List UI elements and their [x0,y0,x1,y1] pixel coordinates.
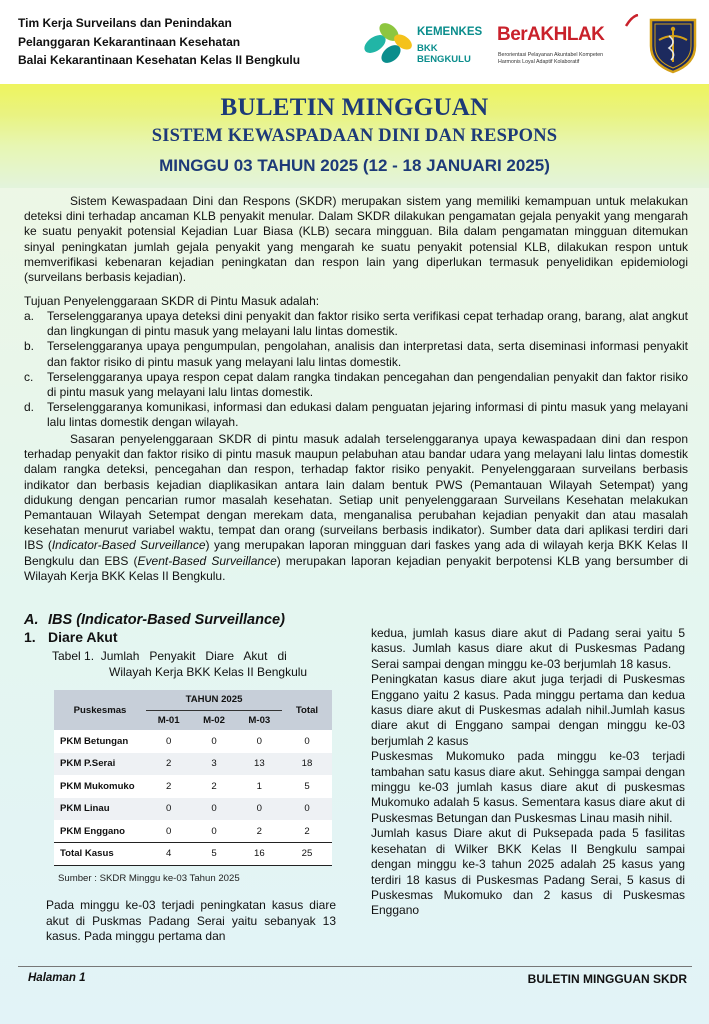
table-row [54,798,332,821]
swoosh-icon [625,14,639,28]
col-header-week: M-02 [191,710,236,730]
row-name: PKM Linau [60,803,110,815]
list-item [24,339,688,369]
list-marker: b. [24,339,35,354]
row-name: PKM Mukomuko [60,780,135,792]
section-title: Diare Akut [48,629,118,645]
row-name: PKM P.Serai [60,758,116,770]
goals-lead: Tujuan Penyelenggaraan SKDR di Pintu Masuk adalah: [24,294,320,308]
cell-value: 0 [165,825,172,837]
cell-value: 1 [256,780,262,792]
cell-value: 2 [256,825,262,837]
kemenkes-leaf-icon [361,18,415,70]
cell-value: 0 [211,825,217,837]
list-text: Terselenggaranya upaya respon cepat dalam rangka tindakan pencegahan dan pengendalian penyakit dan faktor risiko di pintu masuk yang melayani lalu lintas domestik. [47,369,688,400]
goals-list [24,309,688,431]
cell-value: 2 [165,780,172,792]
kekarantinaan-emblem-icon [645,14,701,74]
cell-value: 0 [211,803,217,815]
org-line-2: Pelanggaran Kekarantinaan Kesehatan [18,34,241,49]
cell-total: 0 [304,735,310,747]
section-number: 1. [24,629,36,645]
cell-total: 18 [301,758,313,770]
list-marker: c. [24,369,34,384]
diare-table [54,690,332,866]
list-marker: a. [24,309,35,323]
right-paragraph: Jumlah kasus Diare akut di Puksepada pada 5 fasilitas kesehatan di Wilker BKK Kelas II Bengkulu sampai dengan minggu ke-3 tahun 2025 adalah 25 kasus yang terdiri 18 kasus di Puskesmas Padang Serai, 5 kasus di Puskesmas Mukomuko dan 2 kasus di Puskesmas Enggano [371,826,685,918]
row-name: Total Kasus [60,848,114,860]
cell-value: 5 [211,848,217,860]
berakhlak-tagline-1: Berorientasi Pelayanan Akuntabel Kompeten [498,52,604,58]
target-text-3: ) merupakan laporan kejadian penyakit berpotensi KLB yang bersumber di Wilayah Kerja BKK Kelas II Bengkulu. [24,553,688,583]
ebs-term: Event-Based Surveillance [137,553,277,568]
cell-value: 0 [165,803,172,815]
right-paragraph: kedua, jumlah kasus diare akut di Padang serai yaitu 5 kasus. Jumlah kasus diare akut di Puskesmas Padang Serai sampai dengan minggu ke-03 berjumlah 18 kasus. [371,626,685,671]
bulletin-subtitle: SISTEM KEWASPADAAN DINI DAN RESPONS [151,126,558,146]
table-row [54,775,332,798]
bulletin-week: MINGGU 03 TAHUN 2025 (12 - 18 JANUARI 2025) [159,156,550,175]
cell-total: 0 [304,803,310,815]
table-row [54,753,332,776]
cell-value: 2 [211,780,217,792]
section-a-heading [24,612,285,628]
list-marker: d. [24,400,35,415]
kemenkes-logo [361,18,493,70]
right-paragraph: Puskesmas Mukomuko pada minggu ke-03 terjadi tambahan satu kasus diare akut. Sehingga sampai dengan minggu ke-03 jumlah kasus diare akut di puskesmas Mukomuko adalah 5 kasus. Sementara kasus diare akut di Puskesmas Betungan dan Puskesmas Linau masih nihil. [371,749,685,825]
berakhlak-tagline-2: Harmonis Loyal Adaptif Kolaboratif [498,59,580,65]
target-paragraph [24,432,688,584]
cell-value: 0 [211,735,217,747]
right-column [371,626,685,919]
cell-value: 2 [165,758,172,770]
footer-title: BULETIN MINGGUAN SKDR [527,972,687,986]
col-header-week: M-01 [146,710,191,730]
bulletin-title: BULETIN MINGGUAN [220,94,489,121]
cell-value: 0 [256,803,262,815]
cell-value: 4 [165,848,172,860]
list-item [24,400,688,430]
table-source: Sumber : SKDR Minggu ke-03 Tahun 2025 [58,873,240,884]
table-caption [52,648,336,680]
cell-value: 0 [165,735,172,747]
col-header-puskesmas: Puskesmas [73,704,127,716]
table-row [54,730,332,753]
caption-line-1: Tabel 1. Jumlah Penyakit Diare Akut di [52,649,287,663]
col-header-week: M-03 [237,710,282,730]
cell-value: 13 [253,758,265,770]
list-item [24,370,688,400]
organization-name [18,14,348,70]
cell-total: 5 [304,780,310,792]
list-text: Terselenggaranya upaya deteksi dini penyakit dan faktor risiko serta verifikasi cepat terhadap orang, barang, alat angkut dan lingkungan di pintu masuk yang melayani lalu lintas domestik. [47,309,688,339]
col-header-year: TAHUN 2025 [185,694,243,706]
table-total-row [54,843,332,866]
berakhlak-title: BerAKHLAK [497,24,605,45]
list-item [24,309,688,339]
bkk-bengkulu-text: BKK BENGKULU [417,43,471,65]
target-text-1: Sasaran penyelenggaraan SKDR di pintu masuk adalah terselenggaranya upaya kewaspadaan dini dan respon terhadap penyakit dan faktor risiko di pintu masuk maupun pelabuhan atau bandar udara yang melayani lalu lintas domestik dalam rangka deteksi, pencegahan dan respon, terhadap faktor risiko penyakit. Penyelenggaraan surveilans berbasis indikator dan berbasis kejadian diaplikasikan antara lain dalam bentuk PWS (Pemantauan Wilayah Setempat) yang didukung dengan pencarian rumor masalah kesehatan. Setiap unit penyelenggaraan Surveilans Kesehatan melakukan Pemantauan Wilayah Setempat dengan merekam data, menganalisa perubahan kejadian penyakit dan atau masalah kesehatan menurut variabel waktu, tempat dan orang (surveilans berbasis indikator). Sumber data dari aplikasi terdiri dari IBS ( [24,432,688,553]
col-header-total: Total [295,704,319,716]
berakhlak-logo [497,14,639,72]
row-name: PKM Enggano [60,825,126,837]
cell-value: 16 [253,848,265,860]
footer-divider [18,966,692,967]
section-1-heading [24,629,118,645]
table-row [54,820,332,843]
target-text-2: ) yang merupakan laporan mingguan dari faskes yang ada di wilayah kerja BKK Kelas II Bengkulu dan EBS ( [24,538,689,568]
page-number: Halaman 1 [28,972,86,984]
section-letter: A. [24,612,39,628]
cell-value: 0 [256,735,262,747]
org-line-1: Tim Kerja Surveilans dan Penindakan [18,16,232,30]
intro-paragraph: Sistem Kewaspadaan Dini dan Respons (SKDR) merupakan sistem yang memiliki kemampuan untuk melakukan deteksi dini terhadap ancaman KLB penyakit menular. Dalam SKDR dilakukan pengamatan gejala penyakit yang mengarah ke suatu penyakit potensial Kejadian Luar Biasa (KLB) secara mingguan. Bila dalam pengamatan mingguan ditemukan sinyal peningkatan jumlah gejala penyakit yang mengarah ke suatu penyakit potensial KLB, dilakukan respon untuk memverifikasi kebenaran kejadian peningkatan dan respon lain yang diperlukan termasuk penyelidikan epidemiologi (surveilans berbasis kejadian). [24,194,688,285]
ibs-term: Indicator-Based Surveillance [51,538,206,553]
cell-total: 2 [304,825,310,837]
org-line-3: Balai Kekarantinaan Kesehatan Kelas II Bengkulu [18,53,301,67]
cell-total: 25 [301,848,313,860]
list-text: Terselenggaranya komunikasi, informasi dan edukasi dalam penguatan jejaring informasi di pintu masuk yang melayani lalu lintas domestik dengan wilayah. [47,400,688,430]
list-text: Terselenggaranya upaya pengumpulan, pengolahan, analisis dan interpretasi data, serta diseminasi informasi penyakit dan faktor risiko di pintu masuk yang melayani lalu lintas domestik. [47,339,688,369]
caption-line-2: Wilayah Kerja BKK Kelas II Bengkulu [109,665,308,679]
left-paragraph: Pada minggu ke-03 terjadi peningkatan kasus diare akut di Puskmas Padang Serai yaitu sebanyak 13 kasus. Pada minggu pertama dan [46,898,336,944]
section-title: IBS (Indicator-Based Surveillance) [48,612,285,628]
row-name: PKM Betungan [60,735,129,747]
kemenkes-text: KEMENKES [417,26,483,38]
right-paragraph: Peningkatan kasus diare akut juga terjadi di Puskesmas Enggano yaitu 2 kasus. Pada minggu pertama dan kedua kasus diare akut di Puskesmas adalah nihil.Jumlah kasus diare akut di Enggano sampai dengan minggu ke-03 berjumlah 2 kasus [371,672,685,748]
cell-value: 3 [211,758,217,770]
